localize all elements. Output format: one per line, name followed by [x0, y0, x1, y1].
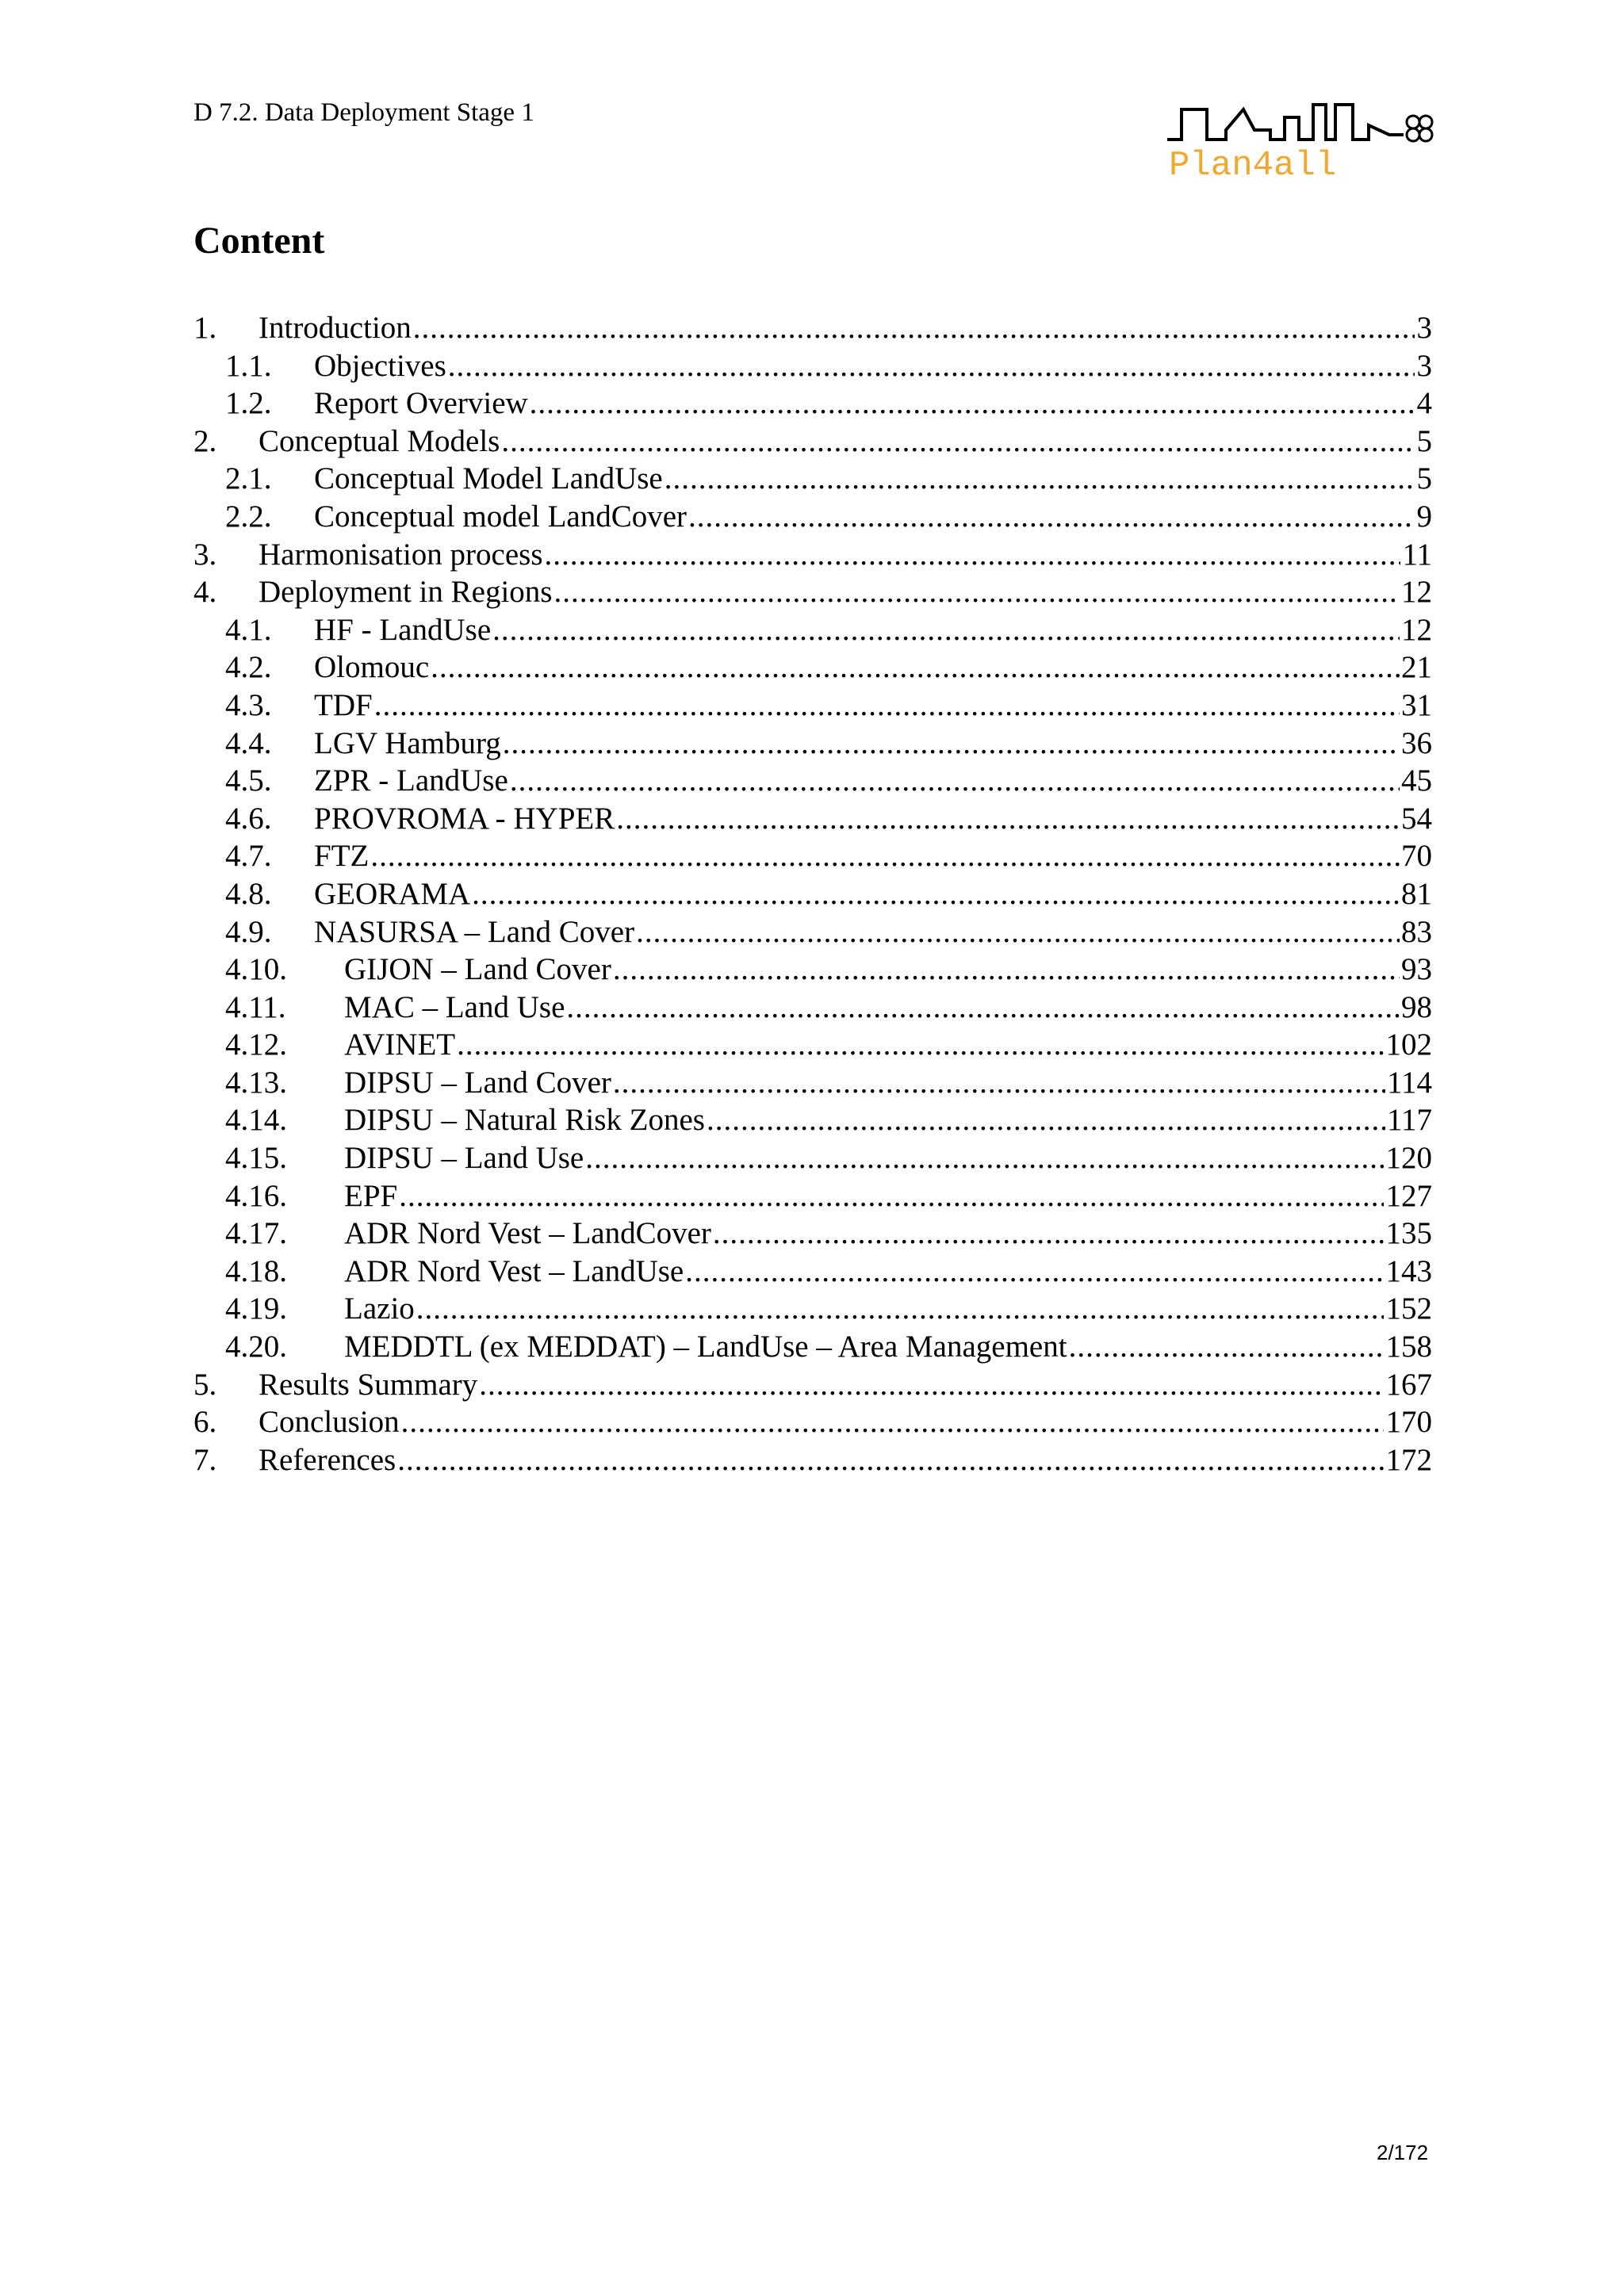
toc-entry-line — [314, 649, 1400, 687]
toc-entry-line — [259, 309, 1415, 347]
toc-entry[interactable] — [193, 536, 1432, 574]
plan4all-logo-graphic — [1166, 94, 1443, 181]
toc-entry-line — [344, 951, 1400, 989]
toc-entry-page: 5 — [1415, 423, 1433, 461]
toc-entry[interactable] — [193, 498, 1432, 536]
toc-dot-leader — [472, 875, 1400, 913]
toc-entry-title: DIPSU – Natural Risk Zones — [344, 1101, 707, 1139]
toc-entry-title: Deployment in Regions — [259, 573, 553, 611]
toc-entry-number: 4. — [193, 575, 217, 610]
toc-entry-title: FTZ — [314, 837, 370, 875]
toc-entry-page: 81 — [1400, 875, 1432, 913]
toc-entry-title: GIJON – Land Cover — [344, 951, 613, 989]
toc-dot-leader — [636, 913, 1400, 951]
toc-dot-leader — [448, 347, 1415, 385]
toc-entry-number: 1.2. — [225, 386, 272, 421]
toc-entry-number: 3. — [193, 537, 217, 572]
toc-entry[interactable] — [193, 1366, 1432, 1404]
toc-dot-leader — [613, 1064, 1385, 1102]
toc-entry-page: 70 — [1400, 837, 1432, 875]
toc-entry-line — [314, 347, 1415, 385]
toc-entry-page: 152 — [1385, 1290, 1433, 1328]
toc-entry-page: 5 — [1415, 460, 1433, 498]
toc-entry-number: 4.17. — [225, 1216, 287, 1251]
toc-dot-leader — [553, 573, 1400, 611]
toc-entry-line — [314, 498, 1415, 536]
page-number: 2/172 — [1377, 2141, 1429, 2164]
toc-entry-page: 3 — [1415, 347, 1433, 385]
toc-entry-number: 4.3. — [225, 687, 272, 722]
toc-entry-title: ZPR - LandUse — [314, 762, 510, 800]
toc-entry-page: 120 — [1385, 1139, 1433, 1177]
toc-entry[interactable] — [193, 800, 1432, 838]
toc-dot-leader — [492, 611, 1400, 649]
toc-entry-number: 2.1. — [225, 461, 272, 496]
toc-entry[interactable] — [193, 1253, 1432, 1291]
toc-entry-title: LGV Hamburg — [314, 725, 503, 763]
toc-dot-leader — [370, 837, 1400, 875]
toc-entry[interactable] — [193, 725, 1432, 763]
toc-entry-line — [344, 1064, 1385, 1102]
toc-entry-title: References — [259, 1441, 397, 1479]
toc-entry-number: 4.7. — [225, 839, 272, 874]
toc-entry-number: 4.11. — [225, 989, 286, 1024]
toc-dot-leader — [431, 649, 1400, 687]
toc-entry-number: 2. — [193, 423, 217, 458]
toc-entry-line — [259, 423, 1415, 461]
toc-dot-leader — [665, 460, 1415, 498]
toc-entry-number: 4.13. — [225, 1065, 287, 1100]
toc-entry-page: 143 — [1385, 1253, 1433, 1291]
toc-entry[interactable] — [193, 1064, 1432, 1102]
toc-entry-page: 158 — [1385, 1328, 1433, 1366]
toc-dot-leader — [503, 725, 1400, 763]
toc-entry-title: MAC – Land Use — [344, 989, 566, 1027]
toc-entry[interactable] — [193, 347, 1432, 385]
toc-entry[interactable] — [193, 951, 1432, 989]
toc-entry-title: Report Overview — [314, 385, 530, 423]
toc-entry-number: 4.2. — [225, 650, 272, 685]
toc-entry-title: Olomouc — [314, 649, 431, 687]
toc-entry-page: 102 — [1385, 1026, 1433, 1064]
toc-entry[interactable] — [193, 1215, 1432, 1253]
toc-dot-leader — [688, 498, 1415, 536]
toc-dot-leader — [374, 687, 1400, 725]
toc-dot-leader — [510, 762, 1400, 800]
toc-entry[interactable] — [193, 1026, 1432, 1064]
toc-entry-page: 31 — [1400, 687, 1432, 725]
toc-entry-page: 117 — [1385, 1101, 1432, 1139]
table-of-contents — [193, 309, 1432, 1479]
toc-entry-page: 127 — [1385, 1177, 1433, 1215]
toc-entry-title: MEDDTL (ex MEDDAT) – LandUse – Area Management — [344, 1328, 1069, 1366]
toc-dot-leader — [416, 1290, 1384, 1328]
toc-entry[interactable] — [193, 1403, 1432, 1441]
toc-entry-title: EPF — [344, 1177, 399, 1215]
toc-entry-line — [314, 385, 1415, 423]
toc-entry[interactable] — [193, 762, 1432, 800]
toc-entry-line — [259, 1366, 1384, 1404]
toc-entry-number: 4.10. — [225, 952, 287, 987]
toc-entry-page: 12 — [1400, 573, 1432, 611]
toc-entry-page: 9 — [1415, 498, 1433, 536]
toc-entry-title: TDF — [314, 687, 374, 725]
logo-text: Plan4all — [1169, 146, 1337, 181]
toc-entry[interactable] — [193, 913, 1432, 951]
toc-entry-line — [344, 989, 1400, 1027]
toc-entry-line — [314, 837, 1400, 875]
toc-entry[interactable] — [193, 385, 1432, 423]
plan4all-logo — [1166, 94, 1443, 181]
toc-entry[interactable] — [193, 1139, 1432, 1177]
toc-entry-number: 4.16. — [225, 1178, 287, 1213]
toc-dot-leader — [545, 536, 1400, 574]
toc-dot-leader — [479, 1366, 1384, 1404]
toc-entry-title: Conceptual model LandCover — [314, 498, 688, 536]
toc-entry-number: 4.8. — [225, 876, 272, 911]
toc-entry-title: Conclusion — [259, 1403, 401, 1441]
toc-dot-leader — [401, 1403, 1384, 1441]
toc-entry-line — [344, 1215, 1384, 1253]
toc-dot-leader — [457, 1026, 1384, 1064]
toc-entry-line — [344, 1253, 1384, 1291]
toc-entry-title: ADR Nord Vest – LandCover — [344, 1215, 713, 1253]
toc-entry-line — [344, 1290, 1384, 1328]
toc-entry-line — [344, 1177, 1384, 1215]
toc-entry[interactable] — [193, 1101, 1432, 1139]
toc-entry[interactable] — [193, 875, 1432, 913]
toc-entry-title: PROVROMA - HYPER — [314, 800, 616, 838]
toc-entry-number: 4.18. — [225, 1253, 287, 1288]
toc-entry-page: 167 — [1385, 1366, 1433, 1404]
toc-entry-page: 98 — [1400, 989, 1432, 1027]
toc-entry-line — [259, 1441, 1384, 1479]
toc-entry-number: 1.1. — [225, 348, 272, 383]
toc-entry-page: 54 — [1400, 800, 1432, 838]
toc-entry[interactable] — [193, 649, 1432, 687]
toc-entry-line — [314, 687, 1400, 725]
toc-entry-line — [259, 1403, 1384, 1441]
toc-entry-title: Conceptual Model LandUse — [314, 460, 665, 498]
toc-entry-page: 83 — [1400, 913, 1432, 951]
toc-entry-number: 4.12. — [225, 1027, 287, 1062]
toc-entry[interactable] — [193, 423, 1432, 461]
toc-entry-number: 2.2. — [225, 499, 272, 534]
toc-entry-page: 114 — [1385, 1064, 1432, 1102]
toc-entry[interactable] — [193, 1177, 1432, 1215]
toc-entry-line — [259, 536, 1400, 574]
toc-entry[interactable] — [193, 573, 1432, 611]
toc-entry[interactable] — [193, 460, 1432, 498]
toc-entry-title: Lazio — [344, 1290, 416, 1328]
toc-entry-number: 4.4. — [225, 725, 272, 760]
toc-dot-leader — [1069, 1328, 1384, 1366]
toc-entry[interactable] — [193, 1328, 1432, 1366]
toc-entry-title: ADR Nord Vest – LandUse — [344, 1253, 685, 1291]
toc-entry[interactable] — [193, 1441, 1432, 1479]
toc-entry-title: DIPSU – Land Cover — [344, 1064, 613, 1102]
toc-entry-page: 93 — [1400, 951, 1432, 989]
toc-entry-title: Conceptual Models — [259, 423, 501, 461]
toc-entry-number: 6. — [193, 1405, 217, 1440]
toc-entry-line — [314, 913, 1400, 951]
toc-dot-leader — [707, 1101, 1385, 1139]
toc-entry-number: 5. — [193, 1367, 217, 1402]
toc-entry-page: 172 — [1385, 1441, 1433, 1479]
toc-entry-line — [259, 573, 1400, 611]
toc-entry-title: DIPSU – Land Use — [344, 1139, 585, 1177]
toc-entry-line — [344, 1026, 1384, 1064]
toc-entry-line — [314, 800, 1400, 838]
toc-entry-page: 36 — [1400, 725, 1432, 763]
toc-entry-title: NASURSA – Land Cover — [314, 913, 636, 951]
toc-entry[interactable] — [193, 309, 1432, 347]
toc-entry-page: 170 — [1385, 1403, 1433, 1441]
toc-entry-title: Objectives — [314, 347, 448, 385]
toc-entry-page: 11 — [1400, 536, 1432, 574]
toc-entry-line — [314, 875, 1400, 913]
toc-entry-title: HF - LandUse — [314, 611, 492, 649]
toc-entry[interactable] — [193, 1290, 1432, 1328]
toc-dot-leader — [399, 1177, 1384, 1215]
toc-entry-line — [344, 1328, 1384, 1366]
toc-entry-title: Introduction — [259, 309, 413, 347]
toc-dot-leader — [613, 951, 1400, 989]
toc-entry-page: 12 — [1400, 611, 1432, 649]
toc-entry-line — [314, 725, 1400, 763]
toc-dot-leader — [530, 385, 1415, 423]
toc-entry-page: 135 — [1385, 1215, 1433, 1253]
toc-entry[interactable] — [193, 687, 1432, 725]
document-header-title: D 7.2. Data Deployment Stage 1 — [193, 98, 534, 127]
toc-dot-leader — [713, 1215, 1384, 1253]
toc-entry-line — [314, 611, 1400, 649]
toc-entry[interactable] — [193, 989, 1432, 1027]
toc-dot-leader — [397, 1441, 1384, 1479]
toc-entry-number: 4.6. — [225, 801, 272, 836]
toc-dot-leader — [585, 1139, 1384, 1177]
toc-dot-leader — [685, 1253, 1384, 1291]
toc-entry-line — [344, 1139, 1384, 1177]
toc-entry-line — [344, 1101, 1385, 1139]
toc-entry-page: 21 — [1400, 649, 1432, 687]
toc-entry-number: 4.5. — [225, 763, 272, 798]
toc-entry-title: GEORAMA — [314, 875, 472, 913]
toc-entry-page: 45 — [1400, 762, 1432, 800]
toc-entry-title: Harmonisation process — [259, 536, 545, 574]
toc-entry-number: 4.14. — [225, 1103, 287, 1138]
toc-dot-leader — [413, 309, 1415, 347]
toc-entry-number: 4.9. — [225, 914, 272, 949]
toc-entry-page: 4 — [1415, 385, 1433, 423]
toc-entry-line — [314, 460, 1415, 498]
toc-entry-title: Results Summary — [259, 1366, 479, 1404]
toc-entry-line — [314, 762, 1400, 800]
toc-entry[interactable] — [193, 611, 1432, 649]
toc-entry-number: 1. — [193, 311, 217, 345]
toc-entry-number: 4.15. — [225, 1141, 287, 1176]
toc-dot-leader — [501, 423, 1415, 461]
toc-entry-number: 4.19. — [225, 1292, 287, 1326]
toc-entry-number: 4.20. — [225, 1330, 287, 1364]
toc-dot-leader — [566, 989, 1400, 1027]
toc-entry-number: 4.1. — [225, 612, 272, 647]
toc-dot-leader — [616, 800, 1400, 838]
content-heading: Content — [193, 220, 325, 262]
toc-entry-title: AVINET — [344, 1026, 457, 1064]
toc-entry-page: 3 — [1415, 309, 1433, 347]
toc-entry-number: 7. — [193, 1442, 217, 1477]
toc-entry[interactable] — [193, 837, 1432, 875]
